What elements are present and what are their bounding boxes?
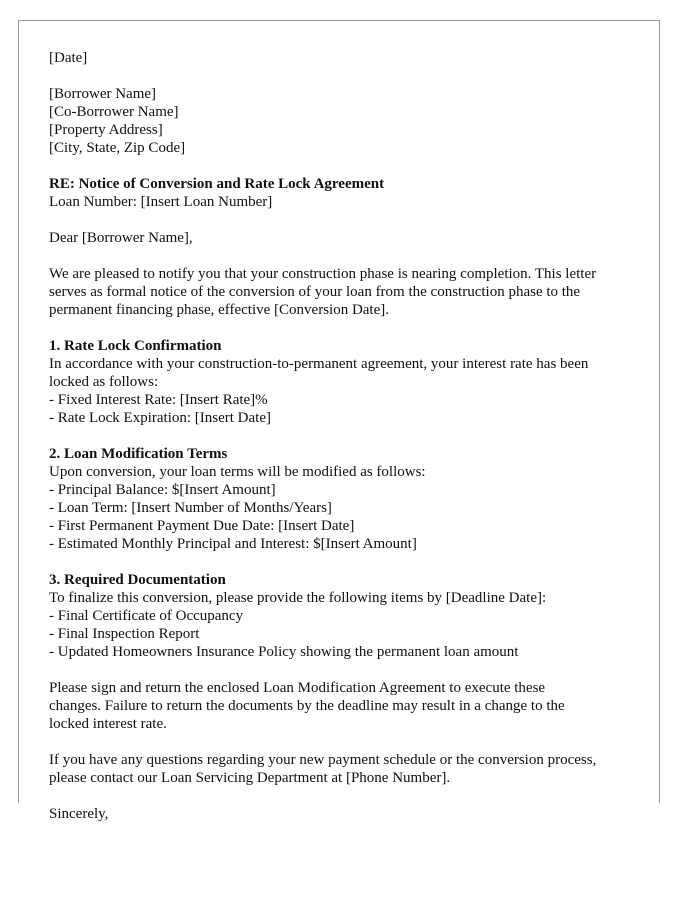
section-line: - Loan Term: [Insert Number of Months/Years] — [49, 500, 332, 516]
property-address: [Property Address] — [49, 122, 163, 138]
intro-paragraph — [49, 265, 649, 319]
intro-line: We are pleased to notify you that your construction phase is nearing completion. This letter — [49, 266, 597, 282]
spacer — [49, 661, 649, 679]
spacer — [49, 733, 649, 751]
closing-line: locked interest rate. — [49, 716, 167, 732]
salutation: Dear [Borrower Name], — [49, 230, 193, 246]
section-heading: 1. Rate Lock Confirmation — [49, 338, 222, 354]
loan-number-line: Loan Number: [Insert Loan Number] — [49, 194, 273, 210]
spacer — [49, 211, 649, 229]
letter-body — [49, 49, 649, 823]
section-rate-lock — [49, 337, 649, 427]
intro-line: permanent financing phase, effective [Conversion Date]. — [49, 302, 390, 318]
section-loan-modification — [49, 445, 649, 553]
spacer — [49, 319, 649, 337]
spacer — [49, 67, 649, 85]
letter-page — [18, 20, 660, 822]
section-line: - Final Certificate of Occupancy — [49, 608, 244, 624]
contact-line: If you have any questions regarding your new payment schedule or the conversion process, — [49, 752, 597, 768]
contact-line: please contact our Loan Servicing Department at [Phone Number]. — [49, 770, 451, 786]
section-line: - Fixed Interest Rate: [Insert Rate]% — [49, 392, 268, 408]
spacer — [49, 787, 649, 805]
closing-paragraph — [49, 679, 649, 733]
spacer — [49, 157, 649, 175]
section-line: - Rate Lock Expiration: [Insert Date] — [49, 410, 271, 426]
co-borrower-name: [Co-Borrower Name] — [49, 104, 179, 120]
section-heading: 2. Loan Modification Terms — [49, 446, 228, 462]
section-line: - First Permanent Payment Due Date: [Insert Date] — [49, 518, 355, 534]
spacer — [49, 553, 649, 571]
section-line: - Estimated Monthly Principal and Interest: $[Insert Amount] — [49, 536, 417, 552]
re-line: RE: Notice of Conversion and Rate Lock Agreement — [49, 176, 385, 192]
letter-date: [Date] — [49, 50, 88, 66]
spacer — [49, 247, 649, 265]
section-line: Upon conversion, your loan terms will be modified as follows: — [49, 464, 426, 480]
section-line: - Updated Homeowners Insurance Policy showing the permanent loan amount — [49, 644, 519, 660]
sign-off: Sincerely, — [49, 806, 109, 822]
spacer — [49, 427, 649, 445]
section-line: - Final Inspection Report — [49, 626, 200, 642]
section-required-documentation — [49, 571, 649, 661]
contact-paragraph — [49, 751, 649, 787]
section-line: - Principal Balance: $[Insert Amount] — [49, 482, 276, 498]
section-line: locked as follows: — [49, 374, 159, 390]
recipient-block — [49, 85, 649, 157]
intro-line: serves as formal notice of the conversion of your loan from the construction phase to the — [49, 284, 581, 300]
section-heading: 3. Required Documentation — [49, 572, 226, 588]
section-line: To finalize this conversion, please provide the following items by [Deadline Date]: — [49, 590, 547, 606]
city-state-zip: [City, State, Zip Code] — [49, 140, 186, 156]
closing-line: changes. Failure to return the documents by the deadline may result in a change to the — [49, 698, 565, 714]
borrower-name: [Borrower Name] — [49, 86, 157, 102]
section-line: In accordance with your construction-to-permanent agreement, your interest rate has been — [49, 356, 589, 372]
closing-line: Please sign and return the enclosed Loan Modification Agreement to execute these — [49, 680, 546, 696]
